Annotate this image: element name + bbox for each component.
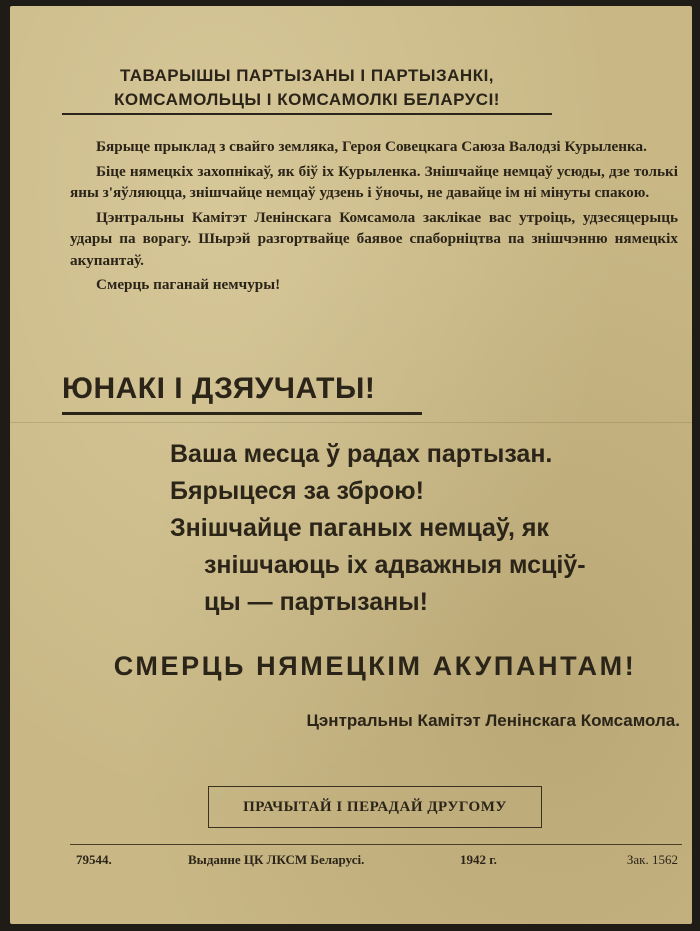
appeal-line: Ваша месца ў радах партызан.	[170, 440, 553, 468]
appeal-line: цы — партызаны!	[204, 588, 428, 616]
footer-divider	[70, 844, 682, 845]
boxed-note: ПРАЧЫТАЙ І ПЕРАДАЙ ДРУГОМУ	[208, 786, 542, 828]
year: 1942 г.	[460, 852, 497, 867]
header-line-1: ТАВАРЫШЫ ПАРТЫЗАНЫ І ПАРТЫЗАНКІ,	[119, 66, 495, 85]
slogan: СМЕРЦЬ НЯМЕЦКІМ АКУПАНТАМ!	[113, 651, 637, 681]
appeal-line: знішчаюць іх адважныя мсціў-	[204, 551, 586, 579]
appeal-line: Знішчайце паганых немцаў, як	[170, 514, 549, 542]
leaflet-sheet	[10, 6, 692, 924]
header	[62, 64, 552, 115]
signature: Цэнтральны Камітэт Ленінскага Комсамола.	[306, 711, 680, 730]
paragraph: Смерць паганай немчуры!	[96, 276, 281, 293]
order-number: Зак. 1562	[626, 852, 678, 867]
youth-heading: ЮНАКІ І ДЗЯУЧАТЫ!	[62, 372, 376, 405]
youth-heading-underline	[62, 412, 422, 415]
print-number: 79544.	[76, 852, 112, 867]
paragraph: Біце нямецкіх захопнікаў, як біў іх Курыленка. Знішчайце немцаў усюды, дзе толькі яны з'яўляюцца, знішчайце немцаў удзень і ўночы, не давайце ім ні мінуты спакою.	[70, 162, 678, 201]
paragraph: Цэнтральны Камітэт Ленінскага Комсамола заклікае вас утроіць, удзесяцерыць удары па ворагу. Шырэй разгортвайце баявое спаборніцтва па знішчэнню нямецкіх акупантаў.	[70, 208, 678, 269]
header-line-2: КОМСАМОЛЬЦЫ І КОМСАМОЛКІ БЕЛАРУСІ!	[114, 90, 500, 109]
publisher: Выданне ЦК ЛКСМ Беларусі.	[188, 852, 365, 867]
paragraph: Бярыце прыклад з свайго земляка, Героя Совецкага Саюза Валодзі Курыленка.	[96, 138, 647, 155]
fold-crease	[10, 422, 692, 423]
body-text	[70, 136, 678, 299]
appeal-line: Бярыцеся за зброю!	[170, 477, 424, 505]
header-underline	[62, 113, 552, 115]
appeal-block	[170, 436, 690, 621]
